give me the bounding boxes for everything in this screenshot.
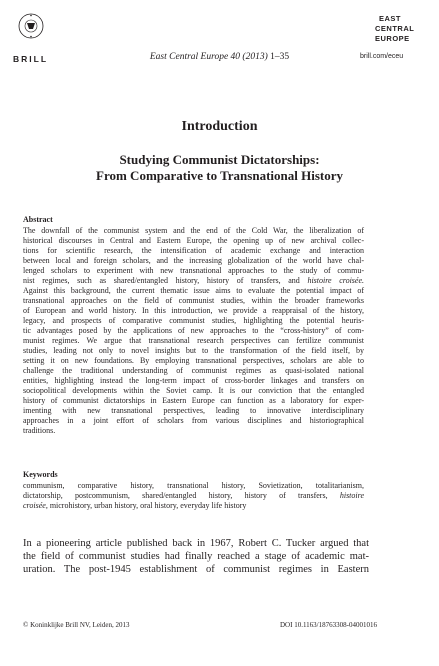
abstract-line: studies, leading not only to novel insights but to the transformation of the field itself, by <box>23 346 364 355</box>
publisher-name: BRILL <box>13 54 49 64</box>
abstract-line <box>23 276 364 286</box>
logo-line-east: EAST <box>379 14 402 23</box>
brill-seal-logo <box>18 12 44 40</box>
body-line: the field of communist studies had finally reached a stage of academic mat- <box>23 551 369 562</box>
copyright-notice: © Koninklijke Brill NV, Leiden, 2013 <box>23 621 130 629</box>
journal-url[interactable]: brill.com/eceu <box>360 53 404 60</box>
abstract-line: challenge the traditional understanding of communist regimes as quasi-isolated national <box>23 366 364 375</box>
keywords-text <box>23 481 364 511</box>
keywords-line-text: , microhistory, urban history, oral history, everyday life history <box>45 501 247 510</box>
abstract-line: imenting with new transnational perspectives, leading to innovative interdisciplinary <box>23 406 364 415</box>
abstract-line: lenged scholars to experiment with new transnational approaches to the study of commu- <box>23 266 364 275</box>
abstract-line: transnational approaches on the field of communist studies, within the broader frameworks <box>23 296 364 305</box>
page-range: 1–35 <box>270 52 290 62</box>
abstract-line: entities, highlighting instead the long-term impact of cross-border linkages and transfers on <box>23 376 364 385</box>
title-line-2: From Comparative to Transnational History <box>96 168 343 183</box>
italic-term: histoire croisée. <box>307 276 365 285</box>
doi-reference[interactable]: DOI 10.1163/18763308-04001016 <box>280 621 377 629</box>
abstract-line: The downfall of the communist system and the end of the Cold War, the liberalization of <box>23 226 364 235</box>
body-line: uration. The post-1945 establishment of communist regimes in Eastern <box>23 564 369 575</box>
abstract-line: Against this background, the current thematic issue aims to evaluate the potential impact of <box>23 286 364 295</box>
abstract-line: history of communist dictatorships in Eastern Europe can function as a laboratory for exper- <box>23 396 364 405</box>
abstract-line: of European and world history. In this introduction, we provide a reappraisal of the history, <box>23 306 364 315</box>
italic-keyword: croisée <box>23 501 46 510</box>
journal-logo <box>375 14 419 47</box>
journal-name: East Central Europe <box>149 52 229 62</box>
abstract-line: historical discourses in Central and Eastern Europe, the opening up of new archival collec- <box>23 236 364 245</box>
abstract-line: traditions. <box>23 426 56 435</box>
abstract-line: munist regimes. We argue that transnational research perspectives can fertilize communist <box>23 336 364 345</box>
body-paragraph <box>23 537 369 576</box>
logo-line-central: CENTRAL <box>375 24 415 33</box>
abstract-line: legacy, and prospects of comparative communist studies, highlighting the potential heuris- <box>23 316 364 325</box>
abstract-line: setting it on new foundations. By employing transnational perspectives, scholars are able to <box>23 356 364 365</box>
italic-keyword: histoire <box>339 491 364 500</box>
abstract-line: approaches in a joint effort of scholars from various disciplines and historiographical <box>23 416 364 425</box>
journal-volume: 40 (2013) <box>230 52 268 62</box>
abstract-line: sociopolitical developments within the Soviet camp. It is our conviction that the entangled <box>23 386 364 395</box>
title-line-1: Studying Communist Dictatorships: <box>119 152 320 167</box>
abstract-line: tions for scientific research, the intensification of academic exchange and interaction <box>23 246 364 255</box>
abstract-label: Abstract <box>23 215 53 224</box>
keywords-label: Keywords <box>23 470 58 479</box>
keywords-line <box>23 501 364 511</box>
body-line: In a pioneering article published back in 1967, Robert C. Tucker argued that <box>23 538 369 549</box>
abstract-text <box>23 226 364 436</box>
keywords-line-text: dictatorship, postcommunism, shared/entangled history, history of transfers, <box>23 491 328 500</box>
logo-line-europe: EUROPE <box>375 34 410 43</box>
keywords-line <box>23 491 364 501</box>
article-title <box>0 152 439 184</box>
section-heading: Introduction <box>181 119 258 134</box>
keywords-line: communism, comparative history, transnational history, Sovietization, totalitarianism, <box>23 481 364 490</box>
abstract-line: tic advantages posed by the applications of new approaches to the “cross-history” of com- <box>23 326 364 335</box>
abstract-line-text: nist regimes, such as shared/entangled history, history of transfers, and <box>23 276 300 285</box>
abstract-line: between local and foreign scholars, and the increasing globalization of the world have chal- <box>23 256 364 265</box>
